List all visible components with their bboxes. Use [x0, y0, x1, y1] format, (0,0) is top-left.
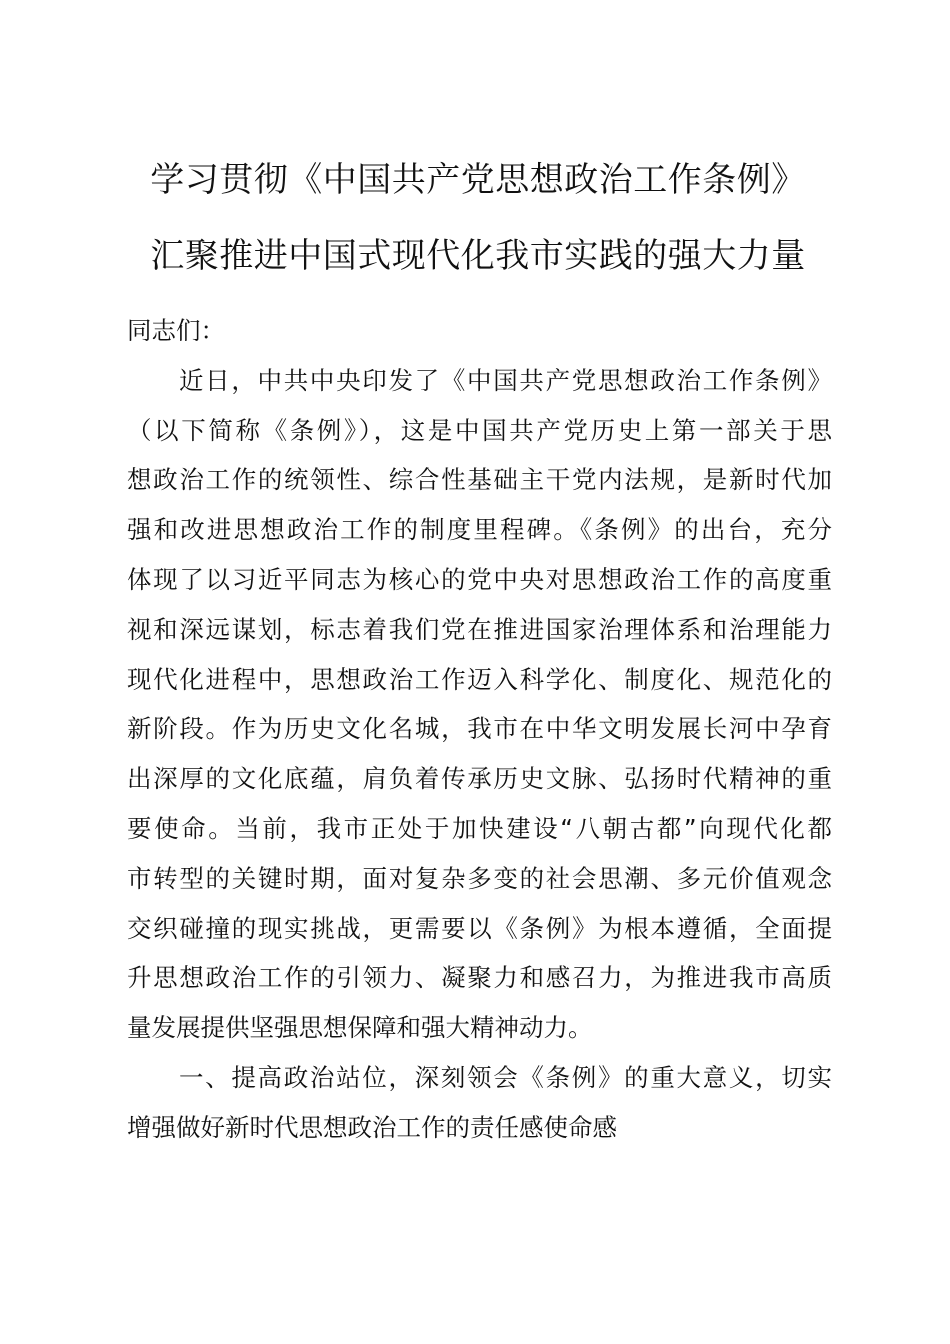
paragraph-line: 现代化进程中，思想政治工作迈入科学化、制度化、规范化的 [127, 664, 832, 694]
section-1-heading [127, 1053, 832, 1153]
section-heading-line: 一、提高政治站位，深刻领会《条例》的重大意义，切实 [179, 1062, 832, 1092]
paragraph-line: （以下简称《条例》），这是中国共产党历史上第一部关于思 [127, 415, 832, 445]
paragraph-line: 强和改进思想政治工作的制度里程碑。《条例》的出台，充分 [127, 515, 832, 545]
paragraph-line: 量发展提供坚强思想保障和强大精神动力。 [127, 1013, 593, 1043]
paragraph-line: 想政治工作的统领性、综合性基础主干党内法规，是新时代加 [127, 465, 832, 495]
document-title-line-1: 学习贯彻《中国共产党思想政治工作条例》 [150, 160, 806, 200]
paragraph-line: 升思想政治工作的引领力、凝聚力和感召力，为推进我市高质 [127, 963, 832, 993]
paragraph-line: 要使命。当前，我市正处于加快建设“八朝古都”向现代化都 [127, 813, 832, 843]
paragraph-1 [127, 356, 832, 1053]
paragraph-line: 新阶段。作为历史文化名城，我市在中华文明发展长河中孕育 [127, 714, 832, 744]
paragraph-line: 视和深远谋划，标志着我们党在推进国家治理体系和治理能力 [127, 614, 832, 644]
section-heading-line: 增强做好新时代思想政治工作的责任感使命感 [127, 1112, 617, 1142]
document-body [127, 306, 832, 1153]
paragraph-line: 出深厚的文化底蕴，肩负着传承历史文脉、弘扬时代精神的重 [127, 764, 832, 794]
salutation: 同志们： [127, 316, 225, 345]
paragraph-line: 市转型的关键时期，面对复杂多变的社会思潮、多元价值观念 [127, 863, 832, 893]
paragraph-line: 交织碰撞的现实挑战，更需要以《条例》为根本遵循，全面提 [127, 913, 832, 943]
paragraph-line: 近日，中共中央印发了《中国共产党思想政治工作条例》 [179, 365, 832, 395]
paragraph-line: 体现了以习近平同志为核心的党中央对思想政治工作的高度重 [127, 564, 832, 594]
document-title-line-2: 汇聚推进中国式现代化我市实践的强大力量 [150, 236, 806, 276]
